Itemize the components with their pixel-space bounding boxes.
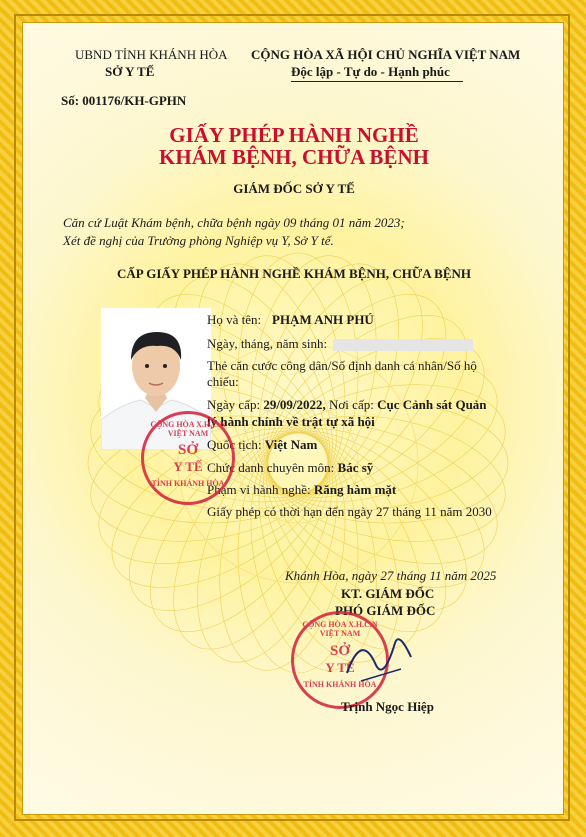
issue-place: Cục Cảnh sát Quản xyxy=(377,397,487,412)
dob-label: Ngày, tháng, năm sinh: xyxy=(207,336,473,352)
name-label: Họ và tên: xyxy=(207,312,262,327)
professional-title: Bác sỹ xyxy=(337,460,374,475)
nationality: Việt Nam xyxy=(264,437,318,452)
issue-date-row: Ngày cấp: 29/09/2022, Nơi cấp: Cục Cảnh sát Quản xyxy=(207,397,487,412)
title-line-1: GIẤY PHÉP HÀNH NGHỀ xyxy=(169,123,419,147)
issuer-title: GIÁM ĐỐC SỞ Y TẾ xyxy=(233,181,355,196)
nationality-row: Quốc tịch: Việt Nam xyxy=(207,437,318,452)
country-name: CỘNG HÒA XÃ HỘI CHỦ NGHĨA VIỆT NAM xyxy=(251,47,521,62)
validity-line: Giấy phép có thời hạn đến ngày 27 tháng 11 năm 2030 xyxy=(207,504,492,519)
issue-place-line-2: lý hành chính về trật tự xã hội xyxy=(207,414,375,429)
signer-role-2: PHÓ GIÁM ĐỐC xyxy=(335,603,436,618)
signer-name: Trịnh Ngọc Hiệp xyxy=(341,699,434,714)
handwritten-signature xyxy=(341,623,421,693)
practice-scope: Răng hàm mặt xyxy=(313,482,397,497)
id-label-line-1: Thẻ căn cước công dân/Số định danh cá nhân/Số hộ xyxy=(207,358,477,373)
document-number: Số: 001176/KH-GPHN xyxy=(61,93,187,108)
redacted-dob xyxy=(333,339,473,351)
place-and-date: Khánh Hòa, ngày 27 tháng 11 năm 2025 xyxy=(285,568,497,583)
practice-scope-row: Phạm vi hành nghề: Răng hàm mặt xyxy=(207,482,397,497)
certificate-paper xyxy=(22,22,564,815)
signer-role-1: KT. GIÁM ĐỐC xyxy=(341,586,435,601)
official-seal: CỘNG HÒA X.H.C.N VIỆT NAM SỞ Y TẾ TỈNH KHÁNH HÒA xyxy=(291,611,389,709)
issue-date: 29/09/2022, xyxy=(263,397,326,412)
department-name: SỞ Y TẾ xyxy=(105,64,155,79)
title-line-2: KHÁM BỆNH, CHỮA BỆNH xyxy=(159,145,429,169)
holder-name: PHẠM ANH PHÚ xyxy=(272,312,374,327)
id-label-line-2: chiếu: xyxy=(207,374,239,389)
legal-basis-2: Xét đề nghị của Trưởng phòng Nghiệp vụ Y, Sở Y tế. xyxy=(63,233,334,248)
professional-title-row: Chức danh chuyên môn: Bác sỹ xyxy=(207,460,374,475)
org-name: UBND TỈNH KHÁNH HÒA xyxy=(75,47,228,62)
national-motto: Độc lập - Tự do - Hạnh phúc xyxy=(291,64,450,79)
motto-underline xyxy=(291,81,463,82)
grant-heading: CẤP GIẤY PHÉP HÀNH NGHỀ KHÁM BỆNH, CHỮA BỆNH xyxy=(116,266,472,281)
legal-basis-1: Căn cứ Luật Khám bệnh, chữa bệnh ngày 09 tháng 01 năm 2023; xyxy=(63,215,405,230)
photo-seal: CỘNG HÒA X.H.C.N VIỆT NAM SỞ Y TẾ TỈNH KHÁNH HÒA xyxy=(141,411,235,505)
